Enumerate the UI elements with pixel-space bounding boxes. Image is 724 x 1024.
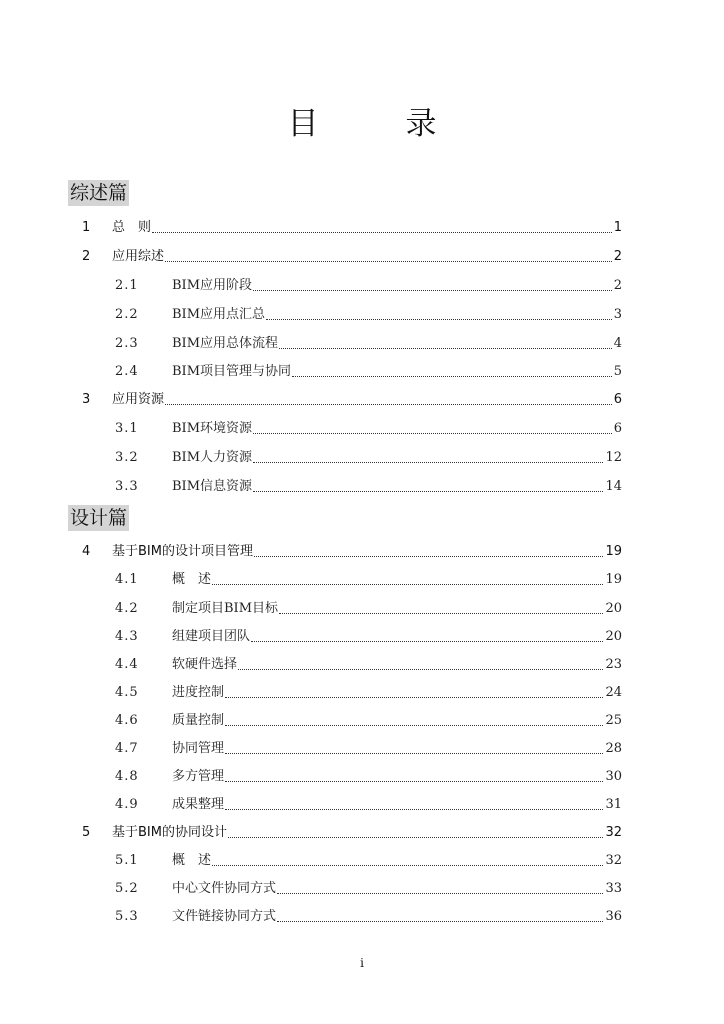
toc-entry-page: 3 [613, 307, 622, 322]
toc-entry[interactable] [82, 218, 622, 238]
toc-entry-number: 5.3 [115, 909, 139, 924]
dot-leader [225, 781, 603, 782]
toc-entry-title: 中心文件协同方式 [172, 881, 277, 896]
toc-entry[interactable] [115, 448, 622, 468]
toc-entry-page: 2 [613, 249, 622, 264]
page-number: i [360, 956, 364, 970]
dot-leader [292, 376, 612, 377]
toc-entry-page: 30 [605, 769, 622, 784]
dot-leader [212, 584, 603, 585]
toc-entry[interactable] [115, 683, 622, 703]
toc-entry-page: 23 [605, 657, 622, 672]
toc-entry-title: 成果整理 [172, 797, 225, 812]
dot-leader [277, 921, 603, 922]
toc-entry-title: 协同管理 [172, 741, 225, 756]
toc-entry-number: 2.4 [115, 364, 139, 379]
toc-entry-title: BIM项目管理与协同 [172, 364, 291, 379]
toc-entry-title: BIM环境资源 [172, 421, 252, 436]
dot-leader [152, 232, 612, 233]
toc-entry-page: 5 [613, 364, 622, 379]
toc-entry[interactable] [115, 362, 622, 382]
toc-entry[interactable] [115, 879, 622, 899]
toc-entry-number: 4.5 [115, 685, 139, 700]
toc-entry-page: 20 [605, 629, 622, 644]
toc-entry-page: 32 [605, 825, 622, 840]
toc-entry-title: 质量控制 [172, 713, 225, 728]
toc-entry[interactable] [82, 542, 622, 562]
toc-entry-title: 基于BIM的协同设计 [112, 825, 227, 840]
toc-entry-number: 2.3 [115, 336, 139, 351]
toc-entry-number: 4.2 [115, 601, 139, 616]
dot-leader [253, 290, 612, 291]
toc-entry[interactable] [115, 305, 622, 325]
toc-entry-number: 4.9 [115, 797, 139, 812]
toc-entry-title: BIM应用点汇总 [172, 307, 265, 322]
dot-leader [238, 669, 603, 670]
toc-entry-page: 36 [605, 909, 622, 924]
dot-leader [225, 809, 603, 810]
dot-leader [279, 613, 603, 614]
toc-entry-page: 12 [605, 450, 622, 465]
page-title: 目 录 [287, 106, 465, 142]
toc-entry-title: 多方管理 [172, 769, 225, 784]
toc-entry-number: 5 [82, 825, 91, 840]
toc-entry-number: 3.2 [115, 450, 139, 465]
toc-entry-title: 制定项目BIM目标 [172, 601, 278, 616]
toc-entry-number: 4.7 [115, 741, 139, 756]
toc-entry-title: BIM人力资源 [172, 450, 252, 465]
toc-entry-page: 6 [613, 392, 622, 407]
toc-entry-title: 软硬件选择 [172, 657, 238, 672]
toc-entry-number: 2.1 [115, 278, 139, 293]
toc-entry-page: 28 [605, 741, 622, 756]
toc-entry-title: BIM信息资源 [172, 479, 252, 494]
dot-leader [225, 753, 603, 754]
toc-entry[interactable] [115, 599, 622, 619]
toc-entry-title: 文件链接协同方式 [172, 909, 277, 924]
toc-entry-number: 2.2 [115, 307, 139, 322]
toc-entry-number: 4.6 [115, 713, 139, 728]
toc-entry-number: 3 [82, 392, 91, 407]
toc-entry[interactable] [115, 739, 622, 759]
toc-entry[interactable] [115, 477, 622, 497]
toc-entry-page: 32 [605, 853, 622, 868]
dot-leader [251, 641, 603, 642]
toc-entry-title: 概 述 [172, 572, 212, 587]
toc-entry[interactable] [115, 627, 622, 647]
toc-entry-number: 4 [82, 544, 91, 559]
toc-entry[interactable] [82, 247, 622, 267]
dot-leader [277, 893, 603, 894]
toc-entry-number: 4.3 [115, 629, 139, 644]
dot-leader [253, 433, 612, 434]
toc-entry-page: 33 [605, 881, 622, 896]
toc-entry[interactable] [115, 851, 622, 871]
toc-entry-number: 5.1 [115, 853, 139, 868]
toc-entry-page: 25 [605, 713, 622, 728]
toc-entry-title: 应用综述 [112, 249, 165, 264]
toc-entry[interactable] [115, 795, 622, 815]
dot-leader [225, 725, 603, 726]
dot-leader [253, 491, 603, 492]
dot-leader [266, 319, 612, 320]
toc-entry-title: 进度控制 [172, 685, 225, 700]
toc-entry-number: 1 [82, 220, 91, 235]
toc-entry-number: 4.4 [115, 657, 139, 672]
toc-entry-title: 应用资源 [112, 392, 165, 407]
toc-entry-number: 3.1 [115, 421, 139, 436]
dot-leader [165, 261, 612, 262]
toc-entry-page: 2 [613, 278, 622, 293]
toc-entry-page: 31 [605, 797, 622, 812]
toc-entry-page: 19 [605, 572, 622, 587]
toc-entry-title: BIM应用总体流程 [172, 336, 278, 351]
toc-entry[interactable] [115, 334, 622, 354]
toc-entry-page: 14 [605, 479, 622, 494]
toc-entry[interactable] [82, 823, 622, 843]
toc-entry-number: 2 [82, 249, 91, 264]
toc-entry[interactable] [82, 390, 622, 410]
dot-leader [165, 404, 612, 405]
toc-entry-page: 19 [605, 544, 622, 559]
toc-entry-title: BIM应用阶段 [172, 278, 252, 293]
toc-entry-title: 总 则 [112, 220, 152, 235]
toc-entry-page: 20 [605, 601, 622, 616]
section-heading-overview: 综述篇 [70, 182, 128, 204]
section-heading-design: 设计篇 [70, 507, 128, 529]
toc-entry[interactable] [115, 907, 622, 927]
toc-entry-page: 24 [605, 685, 622, 700]
dot-leader [254, 556, 603, 557]
dot-leader [225, 697, 603, 698]
toc-entry-number: 4.1 [115, 572, 139, 587]
toc-entry-number: 5.2 [115, 881, 139, 896]
toc-entry-page: 4 [613, 336, 622, 351]
toc-entry-number: 4.8 [115, 769, 139, 784]
dot-leader [279, 348, 612, 349]
toc-entry-page: 6 [613, 421, 622, 436]
toc-entry[interactable] [115, 570, 622, 590]
dot-leader [253, 462, 603, 463]
toc-entry-title: 概 述 [172, 853, 212, 868]
toc-entry-title: 基于BIM的设计项目管理 [112, 544, 253, 559]
toc-entry[interactable] [115, 655, 622, 675]
toc-entry[interactable] [115, 276, 622, 296]
toc-entry-title: 组建项目团队 [172, 629, 251, 644]
toc-entry-number: 3.3 [115, 479, 139, 494]
dot-leader [228, 837, 603, 838]
toc-entry[interactable] [115, 711, 622, 731]
dot-leader [212, 865, 603, 866]
toc-entry-page: 1 [613, 220, 622, 235]
toc-entry[interactable] [115, 419, 622, 439]
toc-entry[interactable] [115, 767, 622, 787]
